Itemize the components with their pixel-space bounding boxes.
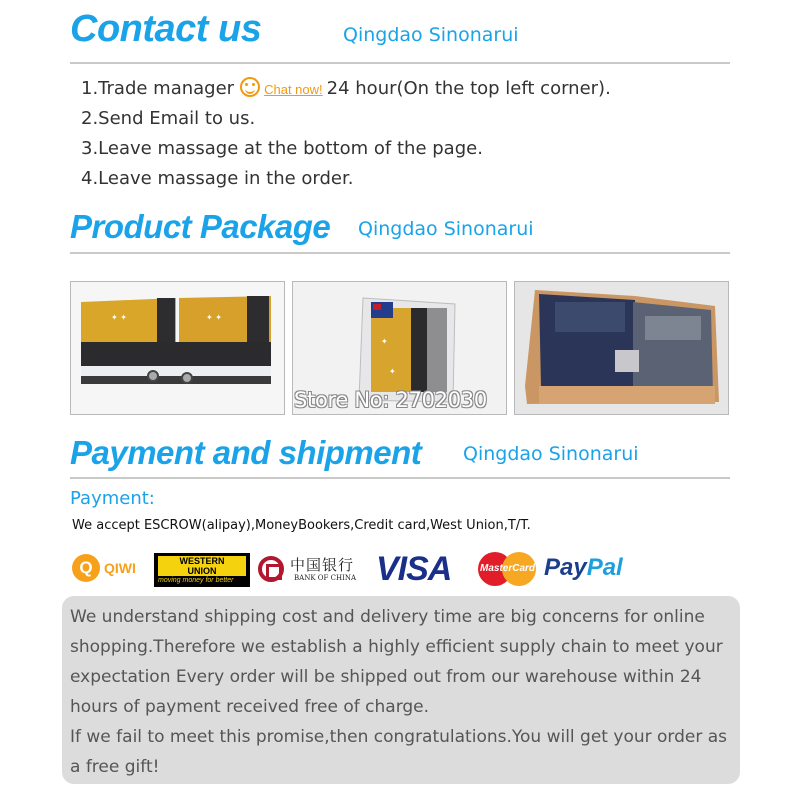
mastercard-logo [478, 552, 536, 586]
contact-step-1-suffix: 24 hour(On the top left corner). [326, 78, 611, 99]
contact-step-2: 2.Send Email to us. [81, 108, 256, 129]
package-company-name: Qingdao Sinonarui [358, 218, 534, 240]
payment-methods-text: We accept ESCROW(alipay),MoneyBookers,Credit card,West Union,T/T. [72, 518, 531, 533]
contact-step-3: 3.Leave massage at the bottom of the page. [81, 138, 483, 159]
mastercard-wordmark: MasterCard [480, 563, 536, 574]
western-union-logo [154, 553, 250, 587]
payment-heading: Payment and shipment [70, 434, 422, 471]
svg-text:✦: ✦ [389, 367, 396, 376]
payment-divider [70, 477, 730, 479]
svg-text:✦: ✦ [381, 337, 388, 346]
payment-label: Payment: [70, 488, 155, 509]
visa-logo: VISA [376, 550, 452, 588]
contact-step-1-prefix: 1.Trade manager [81, 78, 235, 99]
bank-of-china-emblem-icon [258, 556, 284, 582]
shipping-notice-paragraph: We understand shipping cost and delivery time are big concerns for online shopping.Therefore we establish a highly efficient supply chain to meet your expectation Every order will be shipped out from our warehouse within 24 hours of payment received free of charge. [70, 607, 723, 717]
payment-logos [72, 548, 652, 590]
payment-company-name: Qingdao Sinonarui [463, 443, 639, 465]
qiwi-emblem-icon: Q [72, 554, 100, 582]
contact-steps-list [81, 74, 611, 194]
package-photo-shipping-box [514, 281, 729, 415]
western-union-wordmark: WESTERN UNION [158, 556, 246, 576]
bank-of-china-english-name: BANK OF CHINA [294, 574, 357, 582]
trade-manager-smiley-icon[interactable] [240, 77, 260, 97]
contact-divider [70, 62, 730, 64]
contact-step-4: 4.Leave massage in the order. [81, 168, 354, 189]
chat-now-link[interactable]: Chat now! [264, 82, 323, 97]
paypal-logo [544, 554, 623, 582]
contact-heading: Contact us [70, 8, 262, 50]
contact-company-name: Qingdao Sinonarui [343, 24, 519, 46]
svg-text:✦ ✦: ✦ ✦ [206, 313, 222, 322]
shipping-notice-box [62, 596, 740, 784]
paypal-wordmark-pal: Pal [586, 554, 623, 581]
package-heading: Product Package [70, 208, 331, 245]
free-gift-promise-paragraph: If we fail to meet this promise,then congratulations.You will get your order as a free gift! [70, 727, 728, 777]
paypal-wordmark-pay: Pay [544, 554, 587, 581]
qiwi-logo [72, 554, 146, 584]
qiwi-wordmark: QIWI [104, 560, 136, 576]
store-number-watermark: Store No: 2702030 [294, 388, 487, 412]
western-union-tagline: moving money for better [158, 577, 234, 584]
bank-of-china-logo [258, 554, 368, 586]
bank-of-china-chinese-name: 中国银行 [290, 556, 355, 574]
svg-text:✦ ✦: ✦ ✦ [111, 313, 127, 322]
package-divider [70, 252, 730, 254]
package-photo-folded-flags [70, 281, 285, 415]
contact-step-1 [81, 74, 611, 104]
